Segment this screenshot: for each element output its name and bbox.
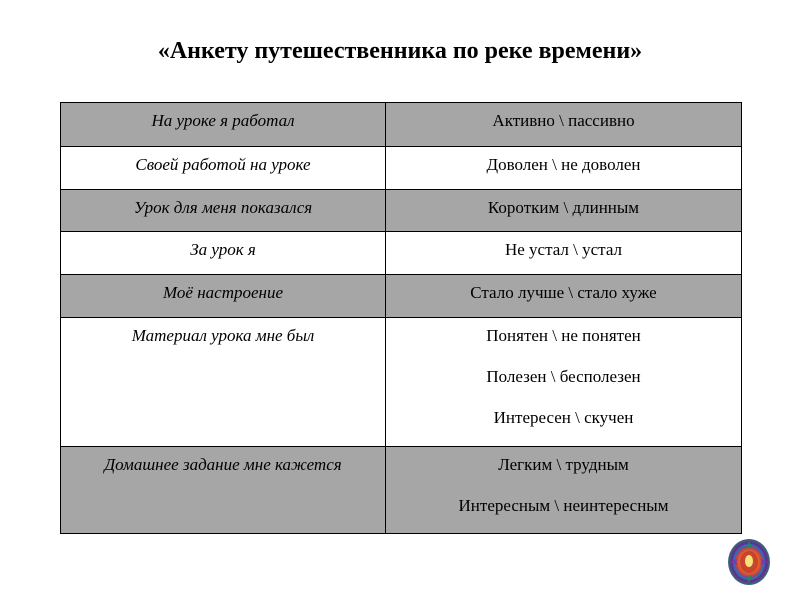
answer-cell [386,318,742,447]
answer-option: Коротким \ длинным [487,198,640,217]
page-title: «Анкету путешественника по реке времени» [157,38,643,64]
answer-cell [386,147,742,190]
answer-option: Понятен \ не понятен [486,326,641,345]
answer-cell [386,190,742,232]
answer-option: Интересным \ неинтересным [458,496,669,515]
question-text: Моё настроение [163,283,283,302]
answer-cell [386,103,742,147]
answer-cell [386,275,742,318]
question-text: Урок для меня показался [133,198,313,217]
table-row [61,275,742,318]
question-text: Своей работой на уроке [135,155,311,174]
question-cell [61,318,386,447]
question-text: На уроке я работал [151,111,295,130]
question-text: Материал урока мне был [131,326,315,345]
question-cell [61,232,386,275]
question-text: За урок я [190,240,256,259]
survey-table [60,102,742,534]
table-row [61,447,742,534]
question-cell [61,447,386,534]
question-cell [61,190,386,232]
decorative-emblem-icon [726,537,772,587]
answer-cell [386,232,742,275]
answer-option: Доволен \ не доволен [486,155,641,174]
table-row [61,232,742,275]
table-row [61,190,742,232]
table-row [61,318,742,447]
question-cell [61,147,386,190]
question-text: Домашнее задание мне кажется [104,455,342,474]
question-cell [61,103,386,147]
answer-option: Легким \ трудным [498,455,629,474]
answer-option: Активно \ пассивно [492,111,635,130]
table-row [61,103,742,147]
table-row [61,147,742,190]
answer-option: Интересен \ скучен [493,408,634,427]
answer-option: Полезен \ бесполезен [486,367,641,386]
answer-cell [386,447,742,534]
answer-option: Стало лучше \ стало хуже [470,283,657,302]
answer-option: Не устал \ устал [504,240,623,259]
question-cell [61,275,386,318]
